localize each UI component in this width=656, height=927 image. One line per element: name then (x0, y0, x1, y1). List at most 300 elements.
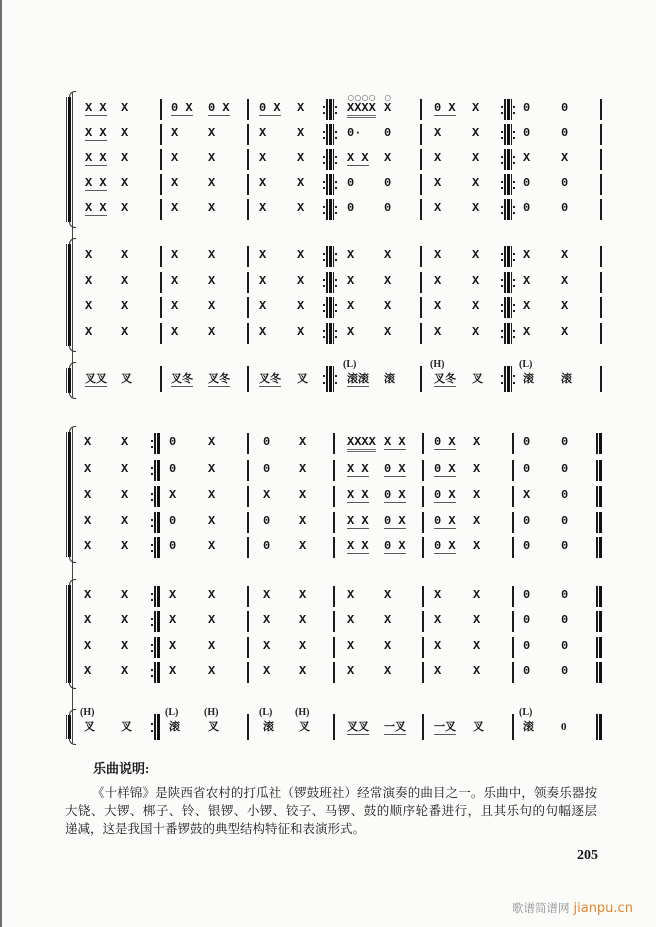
percussion-syllable: 叉叉 (85, 373, 107, 385)
barline-stroke (600, 149, 602, 170)
rhythm-note: 0 (561, 101, 569, 115)
rhythm-note: 0 (523, 664, 531, 678)
barline-stroke (600, 272, 602, 293)
rhythm-note: X (434, 613, 442, 627)
barline-stroke (160, 124, 162, 145)
repeat-dots (151, 512, 153, 533)
barline-stroke (333, 611, 335, 632)
bracket-bottom-hook (69, 345, 76, 352)
rhythm-note: X (384, 101, 392, 115)
barline (333, 662, 335, 683)
description-line: 大铙、大锣、梆子、铃、银锣、小锣、铰子、马锣、鼓的顺序轮番进行，且其乐句的句幅逐层 (65, 804, 597, 818)
rhythm-note: X (208, 488, 216, 502)
rhythm-note: 0 (523, 539, 531, 553)
rhythm-note: X (299, 664, 307, 678)
staff-group-bracket (66, 368, 72, 393)
barline (420, 297, 422, 318)
barline (600, 272, 602, 293)
rhythm-note: X (523, 248, 531, 262)
rhythm-note: X X (85, 126, 107, 140)
rhythm-note: X (121, 325, 129, 339)
rhythm-note: X (208, 201, 216, 215)
percussion-syllable: 叉叉 (347, 721, 369, 733)
repeat-dots (151, 586, 153, 607)
rhythm-note: 0 (523, 101, 531, 115)
end-repeat-barline (150, 433, 160, 454)
barline (247, 149, 249, 170)
repeat-barline (500, 323, 516, 344)
rhythm-note: X (208, 639, 216, 653)
barline (247, 637, 249, 658)
barline (512, 714, 514, 740)
repeat-barline (322, 366, 338, 392)
rhythm-note: 0 (561, 588, 569, 602)
rhythm-note: X (171, 151, 179, 165)
barline-stroke (157, 486, 160, 507)
repeat-dots (501, 366, 503, 392)
end-repeat-barline (150, 714, 160, 740)
rhythm-note: X (384, 664, 392, 678)
rhythm-note: X (263, 488, 271, 502)
rhythm-note: X (299, 539, 307, 553)
barline-stroke (420, 366, 422, 392)
rhythm-note: X (561, 151, 569, 165)
rhythm-note: X (263, 613, 271, 627)
repeat-dots (323, 149, 325, 170)
rhythm-note: X (434, 325, 442, 339)
barline-stroke (422, 714, 424, 740)
rhythm-note: X (121, 613, 129, 627)
barline-stroke (247, 537, 249, 558)
rhythm-note: X (472, 151, 480, 165)
repeat-dots (151, 611, 153, 632)
barline (160, 99, 162, 120)
percussion-syllable: 叉冬 (434, 373, 456, 385)
rhythm-note: X (347, 299, 355, 313)
barline-stroke (422, 611, 424, 632)
repeat-barline (322, 246, 338, 267)
rhythm-note: X (473, 539, 481, 553)
rhythm-note: 0· (347, 126, 362, 140)
repeat-barline (322, 174, 338, 195)
barline-stroke (599, 512, 602, 533)
barline (333, 714, 335, 740)
rhythm-note: X (259, 176, 267, 190)
rhythm-note: X (347, 613, 355, 627)
percussion-syllable: 一叉 (434, 721, 456, 733)
rhythm-note: X (121, 462, 129, 476)
page-number: 205 (577, 848, 598, 863)
barline-stroke (247, 460, 249, 481)
barline-stroke (512, 637, 514, 658)
final-barline (596, 512, 602, 533)
rhythm-note: 0 X (434, 101, 456, 115)
rhythm-note: X (472, 274, 480, 288)
barline (247, 611, 249, 632)
rhythm-note: X (297, 299, 305, 313)
rhythm-note: X (208, 514, 216, 528)
barline-stroke (422, 662, 424, 683)
rhythm-note: XXXX (347, 102, 376, 118)
rhythm-note: 0 X (434, 488, 456, 502)
rhythm-note: X (523, 488, 531, 502)
rhythm-note: X (434, 639, 442, 653)
barline-stroke (247, 124, 249, 145)
barline (160, 323, 162, 344)
barline-stroke (247, 366, 249, 392)
barline-stroke (247, 662, 249, 683)
rhythm-note: X (384, 613, 392, 627)
rhythm-note: X X (347, 539, 369, 553)
barline (512, 662, 514, 683)
rhythm-note: X (347, 664, 355, 678)
rhythm-note: X (472, 248, 480, 262)
rhythm-note: X (299, 613, 307, 627)
barline-stroke (420, 124, 422, 145)
description-line: 递减，这是我国十番锣鼓的典型结构特征和表演形式。 (65, 822, 366, 836)
final-barline (596, 586, 602, 607)
barline (422, 611, 424, 632)
rhythm-note: X (84, 514, 92, 528)
repeat-dots (323, 124, 325, 145)
barline (333, 512, 335, 533)
repeat-dots (323, 272, 325, 293)
rhythm-note: X (121, 488, 129, 502)
barline-stroke (420, 246, 422, 267)
barline (247, 199, 249, 220)
rhythm-note: 0 X (208, 101, 230, 115)
rhythm-note: X (472, 325, 480, 339)
rhythm-note: X (208, 539, 216, 553)
final-barline (596, 460, 602, 481)
barline-stroke (333, 460, 335, 481)
repeat-dots (151, 714, 153, 740)
rhythm-note: X (347, 274, 355, 288)
rhythm-note: X (121, 274, 129, 288)
barline-stroke (247, 149, 249, 170)
barline (247, 662, 249, 683)
barline-stroke (247, 433, 249, 454)
repeat-dots (335, 246, 337, 267)
barline-stroke (247, 486, 249, 507)
rhythm-note: 0 (561, 639, 569, 653)
barline (600, 323, 602, 344)
percussion-syllable: 叉 (297, 373, 308, 385)
barline (512, 486, 514, 507)
rhythm-note: X (523, 299, 531, 313)
barline-stroke (160, 149, 162, 170)
repeat-dots (335, 366, 337, 392)
barline-stroke (157, 460, 160, 481)
barline-stroke (247, 714, 249, 740)
rhythm-note: X (297, 248, 305, 262)
rhythm-note: X (121, 299, 129, 313)
rhythm-note: X (434, 664, 442, 678)
barline (422, 460, 424, 481)
pitch-register-mark: (H) (430, 359, 445, 370)
rhythm-note: X (259, 325, 267, 339)
barline-stroke (511, 174, 513, 195)
pitch-register-mark: (H) (80, 707, 95, 718)
pitch-register-mark: (L) (259, 707, 273, 718)
rhythm-note: X (297, 126, 305, 140)
bracket-bottom-hook (69, 682, 76, 689)
rhythm-note: 0 (169, 435, 177, 449)
barline (247, 297, 249, 318)
repeat-dots (513, 272, 515, 293)
barline-stroke (157, 512, 160, 533)
open-ring-mark: ○ (384, 93, 392, 102)
repeat-barline (322, 297, 338, 318)
barline-stroke (157, 433, 160, 454)
rhythm-note: X (121, 588, 129, 602)
pitch-register-mark: (L) (519, 359, 533, 370)
barline (160, 297, 162, 318)
barline-stroke (420, 199, 422, 220)
rhythm-note: X (347, 248, 355, 262)
barline (512, 611, 514, 632)
rhythm-note: 0 X (384, 514, 406, 528)
barline (333, 586, 335, 607)
barline-stroke (512, 714, 514, 740)
barline-stroke (600, 174, 602, 195)
repeat-dots (335, 99, 337, 120)
rhythm-note: X (434, 274, 442, 288)
pitch-register-mark: (L) (519, 707, 533, 718)
end-repeat-barline (150, 611, 160, 632)
percussion-syllable: 叉 (121, 721, 132, 733)
bracket-thick-line (68, 715, 71, 739)
barline (160, 174, 162, 195)
repeat-dots (335, 174, 337, 195)
rhythm-note: X (561, 248, 569, 262)
rhythm-note: X (297, 101, 305, 115)
repeat-barline (322, 272, 338, 293)
barline (420, 174, 422, 195)
barline-stroke (333, 199, 335, 220)
rhythm-note: 0 (561, 462, 569, 476)
repeat-dots (151, 637, 153, 658)
barline-stroke (511, 246, 513, 267)
percussion-syllable: 滚 (384, 373, 395, 385)
repeat-dots (335, 149, 337, 170)
rhythm-note: X (85, 299, 93, 313)
rhythm-note: X X (85, 176, 107, 190)
barline-stroke (160, 199, 162, 220)
percussion-syllable: 叉冬 (208, 373, 230, 385)
repeat-dots (501, 174, 503, 195)
barline (600, 366, 602, 392)
end-repeat-barline (150, 662, 160, 683)
barline-stroke (247, 246, 249, 267)
barline (160, 124, 162, 145)
rhythm-note: 0 (523, 176, 531, 190)
rhythm-note: X (384, 325, 392, 339)
rhythm-note: X (472, 126, 480, 140)
barline-stroke (422, 586, 424, 607)
bracket-outer-line (66, 97, 67, 222)
percussion-syllable: 一叉 (384, 721, 406, 733)
rhythm-note: X X (384, 435, 406, 449)
rhythm-note: X (84, 588, 92, 602)
rhythm-note: X (434, 126, 442, 140)
rhythm-note: X (208, 462, 216, 476)
barline (422, 662, 424, 683)
rhythm-note: X (121, 248, 129, 262)
barline (600, 124, 602, 145)
watermark-site-name: 歌谱简谱网 (512, 901, 570, 915)
rhythm-note: X (121, 201, 129, 215)
rhythm-note: X (473, 639, 481, 653)
rhythm-note: X (297, 176, 305, 190)
percussion-syllable: 叉 (472, 373, 483, 385)
bracket-top-hook (69, 579, 76, 586)
barline-stroke (333, 124, 335, 145)
rhythm-note: X (384, 151, 392, 165)
rhythm-note: X (299, 435, 307, 449)
repeat-dots (323, 199, 325, 220)
rhythm-note: X (384, 248, 392, 262)
rhythm-note: X (208, 151, 216, 165)
rhythm-note: X (384, 299, 392, 313)
barline-stroke (333, 174, 335, 195)
final-barline (596, 637, 602, 658)
rhythm-note: X (259, 248, 267, 262)
barline-stroke (157, 586, 160, 607)
rhythm-note: X (121, 514, 129, 528)
barline-stroke (333, 433, 335, 454)
barline-stroke (599, 586, 602, 607)
repeat-dots (151, 537, 153, 558)
rhythm-note: X (347, 325, 355, 339)
barline-stroke (333, 537, 335, 558)
pitch-register-mark: (L) (343, 359, 357, 370)
bracket-thick-line (68, 585, 71, 683)
repeat-dots (501, 99, 503, 120)
repeat-dots (513, 174, 515, 195)
bracket-thick-line (68, 244, 71, 346)
rhythm-note: 0 (561, 126, 569, 140)
repeat-dots (501, 246, 503, 267)
rhythm-note: 0 X (434, 539, 456, 553)
rhythm-note: X (121, 176, 129, 190)
repeat-dots (501, 297, 503, 318)
rhythm-note: X (85, 274, 93, 288)
barline-stroke (512, 662, 514, 683)
rhythm-note: X X (85, 201, 107, 215)
barline-stroke (511, 323, 513, 344)
rhythm-note: X (208, 435, 216, 449)
rhythm-note: X (208, 299, 216, 313)
barline (600, 174, 602, 195)
rhythm-note: X (169, 588, 177, 602)
barline (247, 366, 249, 392)
barline-stroke (333, 272, 335, 293)
repeat-dots (513, 124, 515, 145)
rhythm-note: X (85, 325, 93, 339)
barline (420, 272, 422, 293)
bracket-thick-line (68, 368, 71, 393)
end-repeat-barline (150, 637, 160, 658)
barline (600, 199, 602, 220)
rhythm-note: X (171, 299, 179, 313)
bracket-top-hook (69, 91, 76, 98)
barline-stroke (511, 149, 513, 170)
barline (247, 537, 249, 558)
repeat-dots (335, 124, 337, 145)
barline-stroke (333, 149, 335, 170)
barline (512, 433, 514, 454)
barline (160, 272, 162, 293)
rhythm-note: 0 (384, 176, 392, 190)
rhythm-note: X (297, 151, 305, 165)
final-barline (596, 611, 602, 632)
rhythm-note: X (208, 613, 216, 627)
rhythm-note: X (171, 176, 179, 190)
repeat-dots (151, 662, 153, 683)
barline (422, 512, 424, 533)
barline-stroke (333, 662, 335, 683)
barline-stroke (157, 637, 160, 658)
rhythm-note: X (561, 325, 569, 339)
open-ring-mark: ○○○○ (347, 93, 377, 102)
repeat-dots (151, 486, 153, 507)
barline (247, 124, 249, 145)
pitch-register-mark: (H) (295, 707, 310, 718)
rhythm-note: 0 (561, 488, 569, 502)
barline (247, 323, 249, 344)
rhythm-note: X (473, 664, 481, 678)
rhythm-note: X (208, 274, 216, 288)
final-barline (596, 662, 602, 683)
barline-stroke (247, 174, 249, 195)
barline-stroke (160, 366, 162, 392)
rhythm-note: 0 X (384, 539, 406, 553)
barline-stroke (599, 460, 602, 481)
rhythm-note: 0 (561, 613, 569, 627)
barline (420, 99, 422, 120)
barline-stroke (511, 99, 513, 120)
rhythm-note: X (208, 126, 216, 140)
barline-stroke (160, 272, 162, 293)
rhythm-note: X (299, 488, 307, 502)
barline-stroke (420, 272, 422, 293)
bracket-top-hook (69, 426, 76, 433)
rhythm-note: X X (85, 151, 107, 165)
final-barline (596, 714, 602, 740)
barline-stroke (422, 486, 424, 507)
rhythm-note: 0 (561, 435, 569, 449)
rhythm-note: X (297, 325, 305, 339)
rhythm-note: X (121, 126, 129, 140)
barline-stroke (600, 323, 602, 344)
rhythm-note: 0 X (171, 101, 193, 115)
percussion-syllable: 叉 (208, 721, 219, 733)
watermark (512, 899, 633, 917)
percussion-syllable: 滚 (263, 721, 274, 733)
rhythm-note: X (171, 248, 179, 262)
repeat-dots (335, 272, 337, 293)
rhythm-note: X (299, 462, 307, 476)
barline (160, 199, 162, 220)
barline-stroke (247, 637, 249, 658)
rhythm-note: 0 (169, 514, 177, 528)
bracket-outer-line (66, 368, 67, 393)
rhythm-note: 0 (523, 588, 531, 602)
barline (333, 460, 335, 481)
percussion-syllable: 叉冬 (171, 373, 193, 385)
bracket-bottom-hook (69, 221, 76, 228)
